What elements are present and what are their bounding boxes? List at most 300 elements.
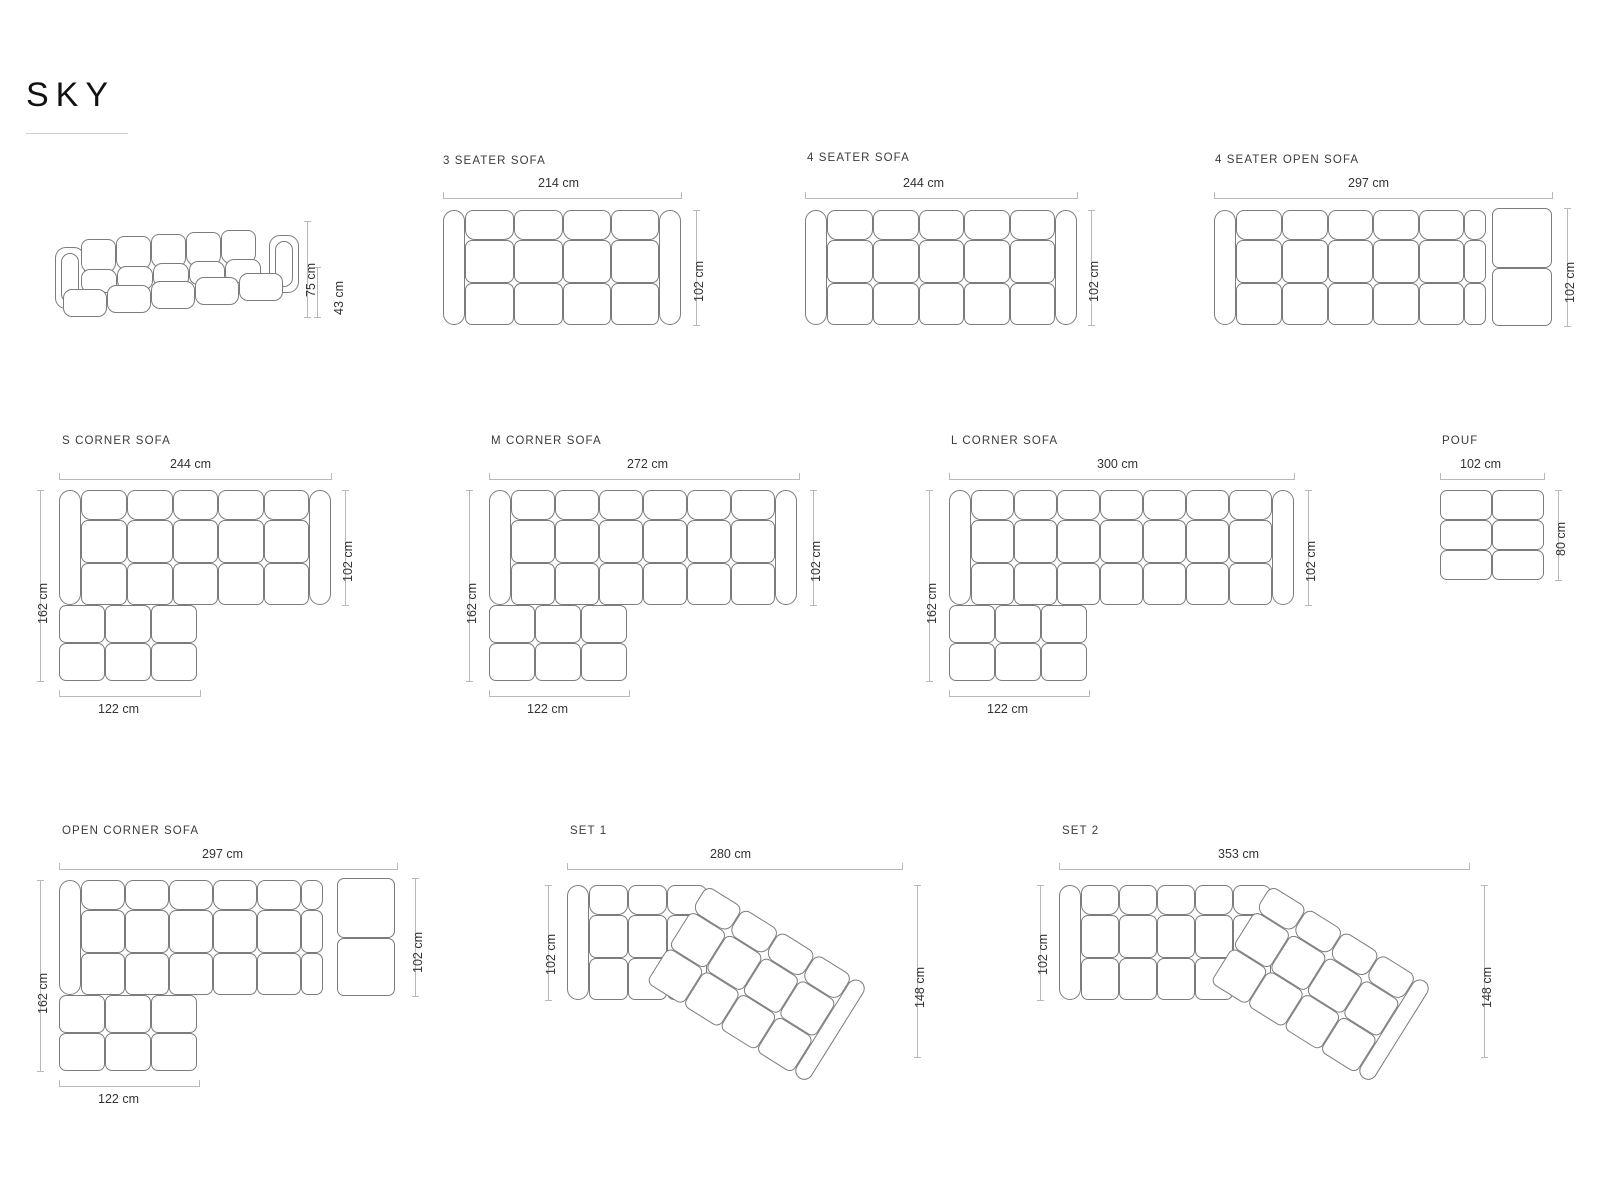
seat-module <box>1143 563 1186 605</box>
plan-drawing <box>59 880 397 1070</box>
tick <box>412 878 419 879</box>
back-cushion <box>511 490 555 520</box>
tick <box>926 490 933 491</box>
tick <box>810 490 817 491</box>
seat-module <box>173 520 218 563</box>
base-module <box>195 277 239 305</box>
width-label: 300 cm <box>1097 457 1138 471</box>
width-label: 297 cm <box>202 847 243 861</box>
bottom-rule <box>489 696 629 697</box>
seat-module <box>511 563 555 605</box>
back-cushion <box>301 880 323 910</box>
tick <box>1305 605 1312 606</box>
seat-module <box>1229 563 1272 605</box>
pouf-module <box>1440 550 1492 580</box>
chaise-module <box>59 643 105 681</box>
tick <box>1564 326 1571 327</box>
open-end-module <box>1492 208 1552 268</box>
depth-label: 80 cm <box>1554 521 1568 556</box>
tick <box>412 996 419 997</box>
bottom-rule <box>949 696 1089 697</box>
plan-drawing <box>949 490 1294 680</box>
back-cushion <box>563 210 611 240</box>
tick <box>1481 885 1488 886</box>
pouf-module <box>1440 520 1492 550</box>
pouf-module <box>1440 490 1492 520</box>
seat-module <box>563 240 611 283</box>
seat-module <box>1282 240 1328 283</box>
seat-module <box>1373 240 1419 283</box>
side-label: 162 cm <box>36 583 50 624</box>
chaise-module <box>1041 643 1087 681</box>
arm-right <box>1272 490 1294 605</box>
arm-left <box>1214 210 1236 325</box>
back-cushion <box>116 236 151 270</box>
back-cushion <box>1119 885 1157 915</box>
tick <box>545 1000 552 1001</box>
base-module <box>63 289 107 317</box>
back-cushion <box>611 210 659 240</box>
chaise-module <box>535 605 581 643</box>
width-rule <box>489 479 799 480</box>
seat-module <box>687 563 731 605</box>
open-end-module <box>1492 268 1552 326</box>
back-cushion <box>1057 490 1100 520</box>
seat-module <box>301 953 323 995</box>
tick <box>1037 1000 1044 1001</box>
tick <box>545 885 552 886</box>
seat-module <box>1100 520 1143 563</box>
plan-drawing <box>489 490 799 680</box>
tick <box>443 192 444 199</box>
arm-left <box>59 880 81 995</box>
back-cushion <box>643 490 687 520</box>
tick <box>902 863 903 870</box>
seat-module <box>1373 283 1419 325</box>
back-cushion <box>628 885 667 915</box>
plan-drawing <box>443 210 681 325</box>
back-cushion <box>465 210 514 240</box>
width-label: 280 cm <box>710 847 751 861</box>
chaise-module <box>1041 605 1087 643</box>
seat-module <box>919 240 964 283</box>
arm-left <box>805 210 827 325</box>
seat-module <box>169 953 213 995</box>
arm-left <box>1059 885 1081 1000</box>
tick <box>466 490 473 491</box>
chaise-module <box>59 1033 105 1071</box>
title-divider <box>26 133 128 134</box>
seat-module <box>964 240 1010 283</box>
seat-module <box>169 910 213 953</box>
seat-module <box>1010 240 1055 283</box>
tick <box>1440 473 1441 480</box>
seat-module <box>971 563 1014 605</box>
chaise-module <box>151 1033 197 1071</box>
chaise-module <box>105 1033 151 1071</box>
tick <box>466 681 473 682</box>
seat-module <box>1419 240 1464 283</box>
chaise-module <box>995 643 1041 681</box>
open-end-module <box>337 878 395 938</box>
back-cushion <box>218 490 264 520</box>
seat-module <box>1157 958 1195 1000</box>
seat-module <box>125 953 169 995</box>
seat-module <box>827 240 873 283</box>
seat-module <box>643 563 687 605</box>
depth-label: 102 cm <box>411 932 425 973</box>
seat-module <box>511 520 555 563</box>
back-cushion <box>971 490 1014 520</box>
depth-label: 102 cm <box>692 261 706 302</box>
chaise-module <box>151 995 197 1033</box>
tick <box>304 317 311 318</box>
product-title: POUF <box>1442 435 1479 447</box>
seat-module <box>514 283 563 325</box>
seat-module <box>555 563 599 605</box>
seat-module <box>1186 520 1229 563</box>
tick <box>629 690 630 697</box>
tick <box>1214 192 1215 199</box>
chaise-module <box>105 605 151 643</box>
back-cushion <box>1328 210 1373 240</box>
chaise-module <box>581 605 627 643</box>
tick <box>331 473 332 480</box>
tick <box>1564 208 1571 209</box>
tick <box>59 473 60 480</box>
seat-module <box>628 915 667 958</box>
back-cushion <box>1229 490 1272 520</box>
seat-module <box>264 563 309 605</box>
back-cushion <box>827 210 873 240</box>
width-rule <box>949 479 1294 480</box>
seat-module <box>81 953 125 995</box>
seat-module <box>1157 915 1195 958</box>
width-rule <box>59 869 397 870</box>
seat-module <box>589 958 628 1000</box>
seat-module <box>827 283 873 325</box>
product-title: S CORNER SOFA <box>62 435 171 447</box>
base-module <box>151 281 195 309</box>
width-rule <box>1440 479 1544 480</box>
tick <box>1077 192 1078 199</box>
back-cushion <box>1195 885 1233 915</box>
back-cushion <box>81 239 116 273</box>
width-rule <box>805 198 1077 199</box>
tick <box>1469 863 1470 870</box>
base-module <box>239 273 283 301</box>
product-title: 3 SEATER SOFA <box>443 155 546 167</box>
back-cushion <box>964 210 1010 240</box>
chaise-module <box>151 605 197 643</box>
seat-module <box>873 283 919 325</box>
seat-module <box>1328 240 1373 283</box>
seat-module <box>1119 915 1157 958</box>
tick <box>949 690 950 697</box>
back-cushion <box>169 880 213 910</box>
product-title: M CORNER SOFA <box>491 435 602 447</box>
back-cushion <box>213 880 257 910</box>
seat-module <box>514 240 563 283</box>
tick <box>37 681 44 682</box>
back-cushion <box>257 880 301 910</box>
hero-sofa-drawing <box>55 225 330 325</box>
back-cushion <box>125 880 169 910</box>
tick <box>489 473 490 480</box>
width-label: 102 cm <box>1460 457 1501 471</box>
depth-label: 102 cm <box>544 934 558 975</box>
seat-module <box>301 910 323 953</box>
chaise-module <box>535 643 581 681</box>
seat-module <box>919 283 964 325</box>
seat-module <box>1014 563 1057 605</box>
tick <box>304 221 311 222</box>
back-cushion <box>1157 885 1195 915</box>
seat-module <box>1014 520 1057 563</box>
width-rule <box>443 198 681 199</box>
back-cushion <box>81 880 125 910</box>
width-label: 244 cm <box>903 176 944 190</box>
back-cushion <box>731 490 775 520</box>
width-label: 214 cm <box>538 176 579 190</box>
tick <box>1088 210 1095 211</box>
seat-module <box>731 563 775 605</box>
depth-label: 102 cm <box>341 541 355 582</box>
right-label: 148 cm <box>913 967 927 1008</box>
tick <box>805 192 806 199</box>
chaise-module <box>59 605 105 643</box>
bottom-label: 122 cm <box>98 702 139 716</box>
seat-module <box>1081 958 1119 1000</box>
seat-module <box>1195 915 1233 958</box>
seat-module <box>1229 520 1272 563</box>
seat-module <box>465 283 514 325</box>
tick <box>1059 863 1060 870</box>
width-rule <box>59 479 331 480</box>
back-cushion <box>1419 210 1464 240</box>
seat-module <box>81 520 127 563</box>
tick <box>693 325 700 326</box>
seat-module <box>1464 283 1486 325</box>
tick <box>59 863 60 870</box>
back-cushion <box>1014 490 1057 520</box>
chaise-module <box>489 605 535 643</box>
tick <box>59 690 60 697</box>
seat-module <box>173 563 218 605</box>
seat-module <box>971 520 1014 563</box>
tick <box>693 210 700 211</box>
arm-left <box>949 490 971 605</box>
back-cushion <box>81 490 127 520</box>
width-label: 244 cm <box>170 457 211 471</box>
seat-module <box>1057 520 1100 563</box>
tick <box>199 1080 200 1087</box>
seat-module <box>81 563 127 605</box>
bottom-rule <box>59 1086 199 1087</box>
back-cushion <box>1373 210 1419 240</box>
product-title: SET 2 <box>1062 825 1100 837</box>
seat-module <box>1010 283 1055 325</box>
chaise-module <box>949 605 995 643</box>
tick <box>1555 580 1562 581</box>
seat-module <box>213 910 257 953</box>
back-cushion <box>873 210 919 240</box>
depth-label: 102 cm <box>809 541 823 582</box>
tick <box>810 605 817 606</box>
chaise-module <box>105 643 151 681</box>
seat-module <box>1100 563 1143 605</box>
tick <box>1294 473 1295 480</box>
back-cushion <box>264 490 309 520</box>
arm-left <box>489 490 511 605</box>
tick <box>914 1057 921 1058</box>
hero-seat-height-label: 43 cm <box>332 280 346 315</box>
back-cushion <box>1010 210 1055 240</box>
seat-module <box>1236 283 1282 325</box>
back-cushion <box>589 885 628 915</box>
seat-module <box>213 953 257 995</box>
seat-module <box>257 910 301 953</box>
tick <box>489 690 490 697</box>
arm-right <box>309 490 331 605</box>
chaise-module <box>995 605 1041 643</box>
tick <box>914 885 921 886</box>
tick <box>1552 192 1553 199</box>
back-cushion <box>555 490 599 520</box>
back-cushion <box>687 490 731 520</box>
seat-module <box>1057 563 1100 605</box>
tick <box>681 192 682 199</box>
plan-drawing <box>805 210 1077 325</box>
seat-module <box>964 283 1010 325</box>
tick <box>1544 473 1545 480</box>
back-cushion <box>1282 210 1328 240</box>
seat-module <box>1236 240 1282 283</box>
chaise-module <box>489 643 535 681</box>
open-end-module <box>337 938 395 996</box>
depth-label: 102 cm <box>1563 262 1577 303</box>
tick <box>1089 690 1090 697</box>
depth-label: 102 cm <box>1304 541 1318 582</box>
seat-module <box>127 520 173 563</box>
width-rule <box>567 869 902 870</box>
seat-module <box>589 915 628 958</box>
seat-module <box>1282 283 1328 325</box>
seat-module <box>218 563 264 605</box>
arm-right <box>659 210 681 325</box>
back-cushion <box>1236 210 1282 240</box>
page-title: SKY <box>26 76 116 114</box>
arm-left <box>443 210 465 325</box>
bottom-label: 122 cm <box>987 702 1028 716</box>
seat-module <box>1464 240 1486 283</box>
seat-module <box>599 563 643 605</box>
tick <box>799 473 800 480</box>
product-title: OPEN CORNER SOFA <box>62 825 200 837</box>
back-cushion <box>1464 210 1486 240</box>
tick <box>1555 490 1562 491</box>
product-title: SET 1 <box>570 825 608 837</box>
right-label: 148 cm <box>1480 967 1494 1008</box>
seat-module <box>465 240 514 283</box>
seat-module <box>1328 283 1373 325</box>
chaise-module <box>105 995 151 1033</box>
product-title: 4 SEATER SOFA <box>807 152 910 164</box>
back-cushion <box>1186 490 1229 520</box>
width-rule <box>1059 869 1469 870</box>
chaise-module <box>949 643 995 681</box>
seat-module <box>1186 563 1229 605</box>
seat-module <box>873 240 919 283</box>
seat-module <box>257 953 301 995</box>
seat-module <box>1419 283 1464 325</box>
plan-drawing <box>59 490 331 680</box>
seat-module <box>599 520 643 563</box>
bottom-rule <box>59 696 200 697</box>
back-cushion <box>173 490 218 520</box>
width-label: 297 cm <box>1348 176 1389 190</box>
back-cushion <box>1143 490 1186 520</box>
tick <box>397 863 398 870</box>
seat-module <box>1081 915 1119 958</box>
tick <box>314 317 321 318</box>
plan-drawing <box>1440 490 1544 580</box>
side-label: 162 cm <box>465 583 479 624</box>
tick <box>342 490 349 491</box>
base-module <box>107 285 151 313</box>
seat-module <box>563 283 611 325</box>
arm-left <box>567 885 589 1000</box>
back-cushion <box>599 490 643 520</box>
back-cushion <box>1100 490 1143 520</box>
back-cushion <box>1081 885 1119 915</box>
side-label: 162 cm <box>36 973 50 1014</box>
tick <box>37 1071 44 1072</box>
tick <box>37 490 44 491</box>
pouf-module <box>1492 490 1544 520</box>
hero-height-label: 75 cm <box>304 262 318 297</box>
width-rule <box>1214 198 1552 199</box>
seat-module <box>81 910 125 953</box>
bottom-label: 122 cm <box>527 702 568 716</box>
tick <box>949 473 950 480</box>
back-cushion <box>919 210 964 240</box>
arm-right <box>1055 210 1077 325</box>
product-title: 4 SEATER OPEN SOFA <box>1215 154 1360 166</box>
seat-module <box>643 520 687 563</box>
back-cushion <box>514 210 563 240</box>
seat-module <box>127 563 173 605</box>
seat-module <box>611 283 659 325</box>
depth-label: 102 cm <box>1087 261 1101 302</box>
seat-module <box>1143 520 1186 563</box>
pouf-module <box>1492 520 1544 550</box>
side-label: 162 cm <box>925 583 939 624</box>
width-label: 272 cm <box>627 457 668 471</box>
arm-left <box>59 490 81 605</box>
product-title: L CORNER SOFA <box>951 435 1059 447</box>
tick <box>1481 1057 1488 1058</box>
seat-module <box>687 520 731 563</box>
tick <box>1305 490 1312 491</box>
tick <box>1088 325 1095 326</box>
seat-module <box>264 520 309 563</box>
seat-module <box>731 520 775 563</box>
seat-module <box>218 520 264 563</box>
tick <box>342 605 349 606</box>
pouf-module <box>1492 550 1544 580</box>
seat-module <box>125 910 169 953</box>
